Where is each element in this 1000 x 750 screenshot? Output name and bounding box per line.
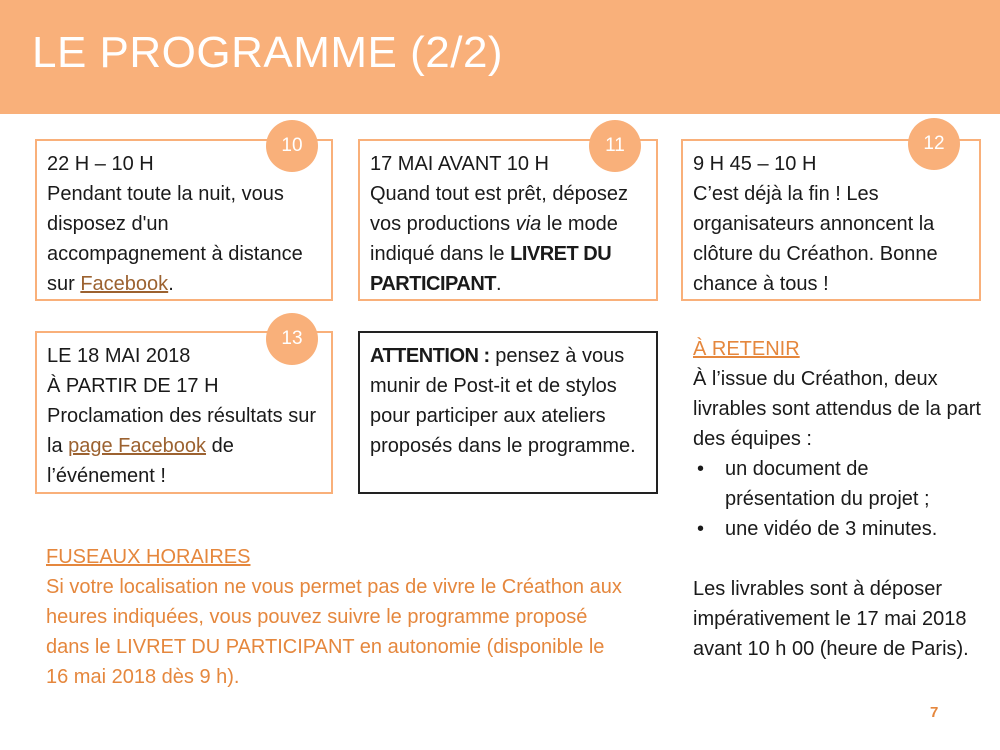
attention-text: ATTENTION : pensez à vous munir de Post-it et de stylos pour participer aux ateliers proposés dans le programme. [370,345,636,457]
card-time: À PARTIR DE 17 H [47,375,219,397]
step-badge-11: 11 [589,120,641,172]
card-time: 9 H 45 – 10 H [693,153,817,175]
timezones-text: Si votre localisation ne vous permet pas de vivre le Créathon aux heures indiquées, vous pouvez suivre le programme proposé dans le LIVRET DU PARTICIPANT en autonomie (disponible le 16 mai 2018 dès 9 h). [46,576,622,688]
card-time: 22 H – 10 H [47,153,154,175]
deliverables-list [693,454,983,544]
facebook-page-link[interactable]: page Facebook [68,435,207,457]
card-text: C’est déjà la fin ! Les organisateurs annoncent la clôture du Créathon. Bonne chance à tous ! [693,183,938,295]
step-badge-13: 13 [266,313,318,365]
step-badge-12: 12 [908,118,960,170]
list-item: • une vidéo de 3 minutes. [725,514,983,544]
slide-header [0,0,1000,114]
retain-title: À RETENIR [693,338,800,360]
attention-card [358,331,658,494]
timezones-section [46,542,626,692]
step-badge-10: 10 [266,120,318,172]
facebook-link[interactable]: Facebook [80,273,169,295]
list-item: • un document de présentation du projet ; [725,454,983,514]
livret-label: LIVRET DU PARTICIPANT [370,243,612,295]
slide-title: LE PROGRAMME (2/2) [32,28,504,77]
card-date: LE 18 MAI 2018 [47,345,191,367]
retain-section [693,334,983,664]
card-text: Quand tout est prêt, déposez vos productions via le mode indiqué dans le LIVRET DU PARTICIPANT. [370,183,628,295]
page-number: 7 [930,704,939,721]
attention-label: ATTENTION : [370,345,490,367]
retain-intro: À l’issue du Créathon, deux livrables sont attendus de la part des équipes : [693,368,981,450]
retain-footer: Les livrables sont à déposer impérativement le 17 mai 2018 avant 10 h 00 (heure de Paris). [693,578,969,660]
timezones-title: FUSEAUX HORAIRES [46,546,251,568]
card-text: Proclamation des résultats sur la page Facebook de l’événement ! [47,405,317,487]
card-text: Pendant toute la nuit, vous disposez d'un accompagnement à distance sur Facebook. [47,183,303,295]
card-time: 17 MAI AVANT 10 H [370,153,549,175]
